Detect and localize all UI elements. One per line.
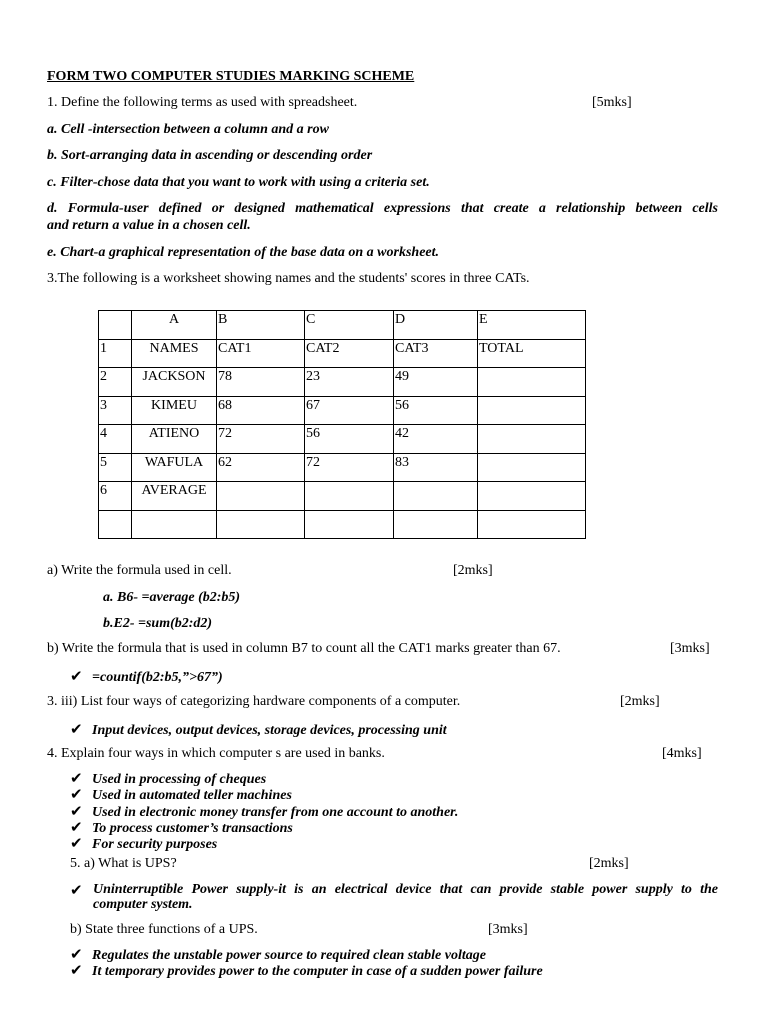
answer-1e: e. Chart-a graphical representation of the base data on a worksheet. (47, 245, 440, 260)
table-cell (132, 510, 217, 539)
table-cell (478, 396, 586, 425)
table-row (99, 482, 586, 511)
table-cell: KIMEU (132, 396, 217, 425)
table-cell (478, 453, 586, 482)
answer-3iii: ✔ Input devices, output devices, storage devices, processing unit (70, 720, 447, 738)
table-cell: 5 (99, 453, 132, 482)
question-5b: b) State three functions of a UPS. (70, 922, 258, 937)
list-item: ✔ Used in processing of cheques (70, 769, 267, 787)
question-5b-marks: [3mks] (488, 922, 528, 937)
worksheet-table (98, 310, 586, 539)
checkmark-icon: ✔ (70, 834, 83, 853)
table-cell (478, 425, 586, 454)
checkmark-icon: ✔ (70, 961, 83, 980)
table-cell (217, 482, 305, 511)
list-item: ✔ To process customer’s transactions (70, 817, 293, 836)
table-cell: 42 (394, 425, 478, 454)
checkmark-icon: ✔ (70, 667, 83, 685)
table-cell (478, 482, 586, 511)
document-title: FORM TWO COMPUTER STUDIES MARKING SCHEME (47, 69, 415, 84)
table-cell: 4 (99, 425, 132, 454)
question-1: 1. Define the following terms as used with spreadsheet. (47, 95, 358, 110)
checkmark-icon: ✔ (70, 817, 83, 836)
list-item: ✔ For security purposes (70, 834, 218, 853)
table-cell: A (132, 311, 217, 340)
table-cell: JACKSON (132, 368, 217, 397)
question-3: 3.The following is a worksheet showing names and the students' scores in three CATs. (47, 271, 530, 286)
list-item: ✔ It temporary provides power to the computer in case of a sudden power failure (70, 961, 543, 980)
question-3iii: 3. iii) List four ways of categorizing hardware components of a computer. (47, 694, 461, 709)
answer-1c: c. Filter-chose data that you want to work with using a criteria set. (47, 175, 430, 190)
table-cell: 56 (394, 396, 478, 425)
question-3b: b) Write the formula that is used in column B7 to count all the CAT1 marks greater than 67. (47, 641, 561, 656)
answer-5b-list (70, 947, 543, 980)
checkmark-icon: ✔ (70, 769, 83, 787)
question-3b-marks: [3mks] (670, 641, 710, 656)
table-cell: WAFULA (132, 453, 217, 482)
table-cell: 23 (305, 368, 394, 397)
table-cell (478, 510, 586, 539)
table-cell: 67 (305, 396, 394, 425)
question-4: 4. Explain four ways in which computer s are used in banks. (47, 746, 385, 761)
checkmark-icon: ✔ (70, 720, 83, 738)
list-item: ✔ Used in electronic money transfer from one account to another. (70, 801, 459, 820)
question-5a-marks: [2mks] (589, 856, 629, 871)
table-cell (99, 311, 132, 340)
table-cell: AVERAGE (132, 482, 217, 511)
table-cell: C (305, 311, 394, 340)
table-cell: NAMES (132, 339, 217, 368)
checkmark-icon: ✔ (70, 881, 83, 899)
answer-5a-line2: computer system. (93, 897, 193, 912)
answer-4-list (70, 771, 458, 852)
table-cell (478, 368, 586, 397)
question-3a: a) Write the formula used in cell. (47, 563, 232, 578)
checkmark-icon: ✔ (70, 785, 83, 804)
table-cell: 78 (217, 368, 305, 397)
question-5a: 5. a) What is UPS? (70, 856, 177, 871)
table-cell: 1 (99, 339, 132, 368)
table-cell: CAT3 (394, 339, 478, 368)
table-cell: CAT2 (305, 339, 394, 368)
table-cell (394, 482, 478, 511)
table-cell: 68 (217, 396, 305, 425)
table-row (99, 510, 586, 539)
table-row (99, 311, 586, 340)
table-cell: 3 (99, 396, 132, 425)
table-cell: 49 (394, 368, 478, 397)
question-4-marks: [4mks] (662, 746, 702, 761)
table-cell: 2 (99, 368, 132, 397)
answer-3a-2: b.E2- =sum(b2:d2) (103, 616, 213, 631)
table-cell: D (394, 311, 478, 340)
table-cell (305, 510, 394, 539)
question-1-marks: [5mks] (592, 95, 632, 110)
table-cell: 72 (305, 453, 394, 482)
list-item: ✔ Used in automated teller machines (70, 785, 292, 804)
table-row (99, 453, 586, 482)
answer-1d-line1: d. Formula-user defined or designed mathematical expressions that create a relationship between cells (47, 201, 718, 216)
table-row (99, 396, 586, 425)
table-cell: 72 (217, 425, 305, 454)
table-row (99, 425, 586, 454)
table-cell: B (217, 311, 305, 340)
table-cell: CAT1 (217, 339, 305, 368)
table-cell (394, 510, 478, 539)
table-cell: 62 (217, 453, 305, 482)
table-cell: E (478, 311, 586, 340)
list-item: ✔ Regulates the unstable power source to required clean stable voltage (70, 945, 486, 963)
table-cell (99, 510, 132, 539)
table-cell (305, 482, 394, 511)
table-cell: 56 (305, 425, 394, 454)
answer-1b: b. Sort-arranging data in ascending or descending order (47, 148, 373, 163)
question-3a-marks: [2mks] (453, 563, 493, 578)
checkmark-icon: ✔ (70, 945, 83, 963)
table-cell: TOTAL (478, 339, 586, 368)
checkmark-icon: ✔ (70, 801, 83, 820)
table-cell: 6 (99, 482, 132, 511)
table-cell: 83 (394, 453, 478, 482)
table-cell (217, 510, 305, 539)
answer-1a: a. Cell -intersection between a column and a row (47, 122, 329, 137)
question-3iii-marks: [2mks] (620, 694, 660, 709)
table-cell: ATIENO (132, 425, 217, 454)
answer-1d-line2: and return a value in a chosen cell. (47, 218, 251, 233)
answer-5a-line1: Uninterruptible Power supply-it is an electrical device that can provide stable power supply to the (93, 882, 718, 897)
answer-5a-tick (70, 882, 92, 900)
table-row (99, 368, 586, 397)
answer-3b: ✔ =countif(b2:b5,”>67”) (70, 667, 223, 685)
table-row (99, 339, 586, 368)
answer-3a-1: a. B6- =average (b2:b5) (103, 590, 241, 605)
